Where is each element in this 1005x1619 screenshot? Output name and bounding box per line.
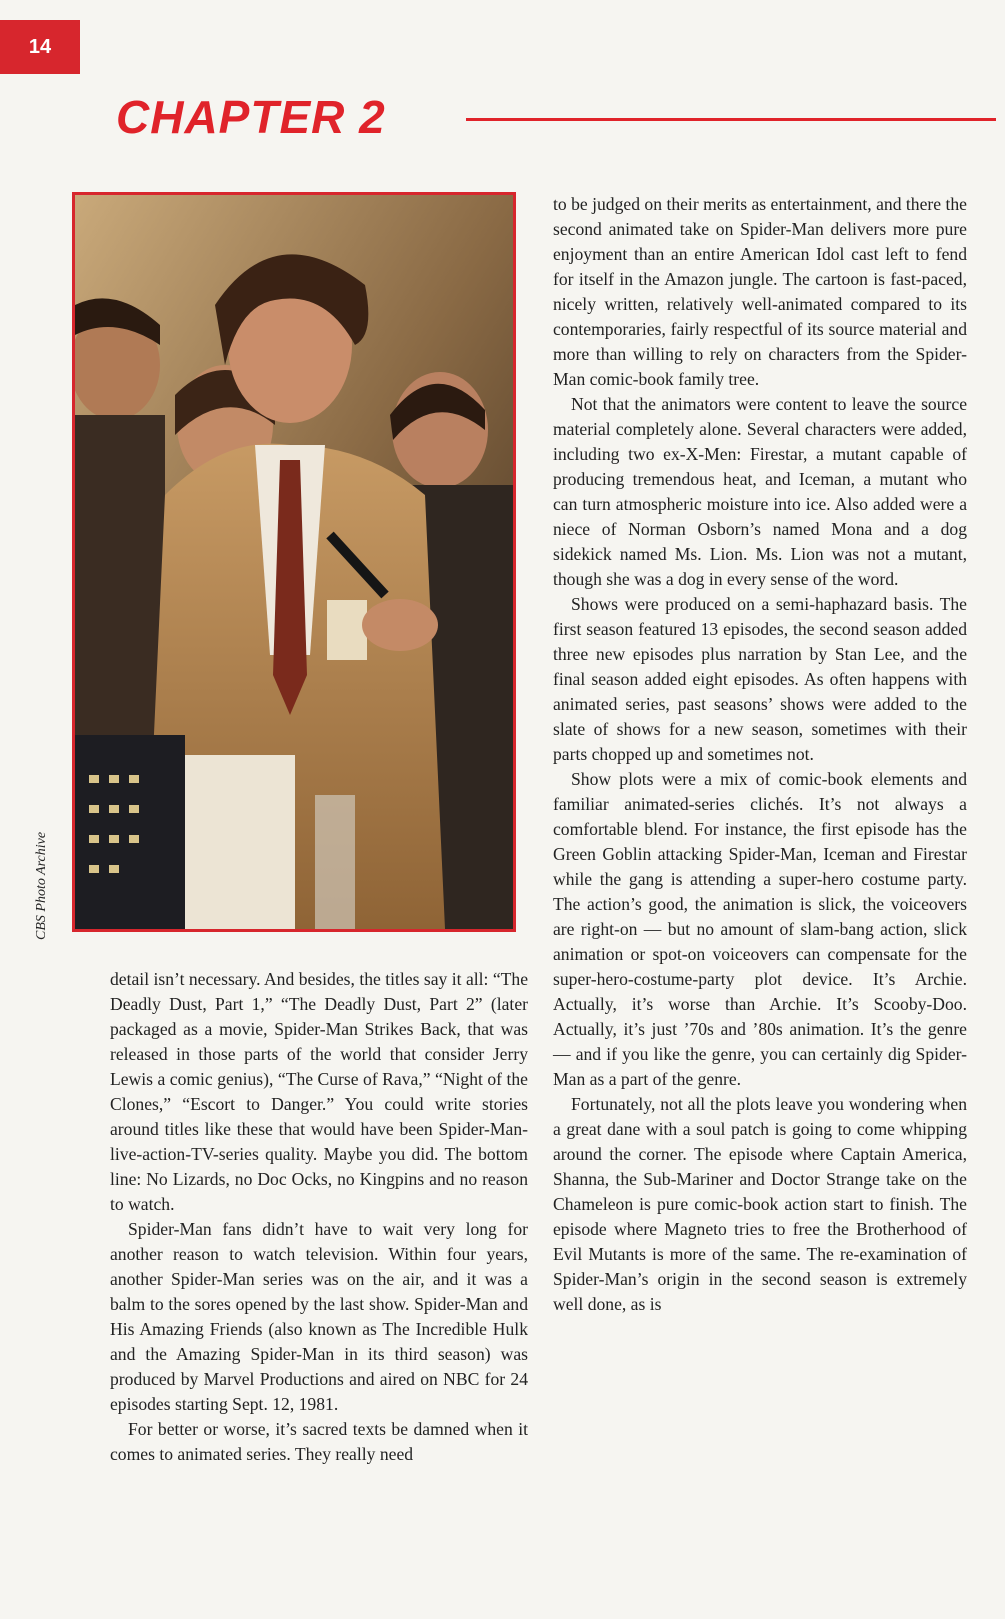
left-paragraph-3: For better or worse, it’s sacred texts be damned when it comes to animated series. They really need	[110, 1419, 528, 1464]
tv-still-photo	[72, 192, 516, 932]
right-paragraph-2: Not that the animators were content to leave the source material completely alone. Several characters were added, including two ex-X-Men: Firestar, a mutant capable of producing tremendous heat, and Iceman, a mutant who can turn atmospheric moisture into ice. Also added were a niece of Norman Osborn’s named Mona and a dog sidekick named Ms. Lion. Ms. Lion was not a mutant, though she was a dog in every sense of the word.	[553, 394, 967, 589]
left-column	[110, 967, 528, 1467]
chapter-rule	[466, 118, 996, 121]
left-paragraph-2: Spider-Man fans didn’t have to wait very long for another reason to watch television. Within four years, another Spider-Man series was on the air, and it was a balm to the sores opened by the last show. Spider-Man and His Amazing Friends (also known as The Incredible Hulk and the Amazing Spider-Man in its third season) was produced by Marvel Productions and aired on NBC for 24 episodes starting Sept. 12, 1981.	[110, 1219, 528, 1414]
page-number: 14	[0, 20, 80, 74]
chapter-heading	[116, 88, 996, 148]
right-column	[553, 192, 967, 1317]
chapter-title: CHAPTER 2	[116, 91, 386, 143]
left-paragraph-1: detail isn’t necessary. And besides, the titles say it all: “The Deadly Dust, Part 1,” “The Deadly Dust, Part 2” (later packaged as a movie, Spider-Man Strikes Back, that was released in those parts of the world that consider Jerry Lewis a comic genius), “The Curse of Rava,” “Night of the Clones,” “Escort to Danger.” You could write stories around titles like these that would have been Spider-Man-live-action-TV-series quality. Maybe you did. The bottom line: No Lizards, no Doc Ocks, no Kingpins and no reason to watch.	[110, 969, 528, 1214]
right-paragraph-1: to be judged on their merits as entertainment, and there the second animated take on Spider-Man delivers more pure enjoyment than an entire American Idol cast left to fend for itself in the Amazon jungle. The cartoon is fast-paced, nicely written, relatively well-animated compared to its contemporaries, fairly respectful of its source material and more than willing to rely on characters from the Spider-Man comic-book family tree.	[553, 194, 967, 389]
photo-illustration	[75, 195, 513, 929]
right-paragraph-5: Fortunately, not all the plots leave you wondering when a great dane with a soul patch is going to come whipping around the corner. The episode where Captain America, Shanna, the Sub-Mariner and Doctor Strange take on the Chameleon is pure comic-book action start to finish. The episode where Magneto tries to free the Brotherhood of Evil Mutants is more of the same. The re-examination of Spider-Man’s origin in the second season is extremely well done, as is	[553, 1094, 967, 1314]
photo-credit: CBS Photo Archive	[34, 831, 49, 940]
right-paragraph-4: Show plots were a mix of comic-book elements and familiar animated-series clichés. It’s not always a comfortable blend. For instance, the first episode has the Green Goblin attacking Spider-Man, Iceman and Firestar while the gang is attending a super-hero costume party. The action’s good, the animation is slick, the voiceovers are right-on — but no amount of slam-bang action, slick animation or spot-on voiceovers can compensate for the super-hero-costume-party plot device. It’s Archie. Actually, it’s worse than Archie. It’s Scooby-Doo. Actually, it’s just ’70s and ’80s animation. It’s the genre — and if you like the genre, you can certainly dig Spider-Man as a part of the genre.	[553, 769, 967, 1089]
right-paragraph-3: Shows were produced on a semi-haphazard basis. The first season featured 13 episodes, the second season added three new episodes plus narration by Stan Lee, and the final season added eight episodes. As often happens with animated series, past seasons’ shows were added to the slate of shows for a new season, sometimes with their parts chopped up and sometimes not.	[553, 594, 967, 764]
